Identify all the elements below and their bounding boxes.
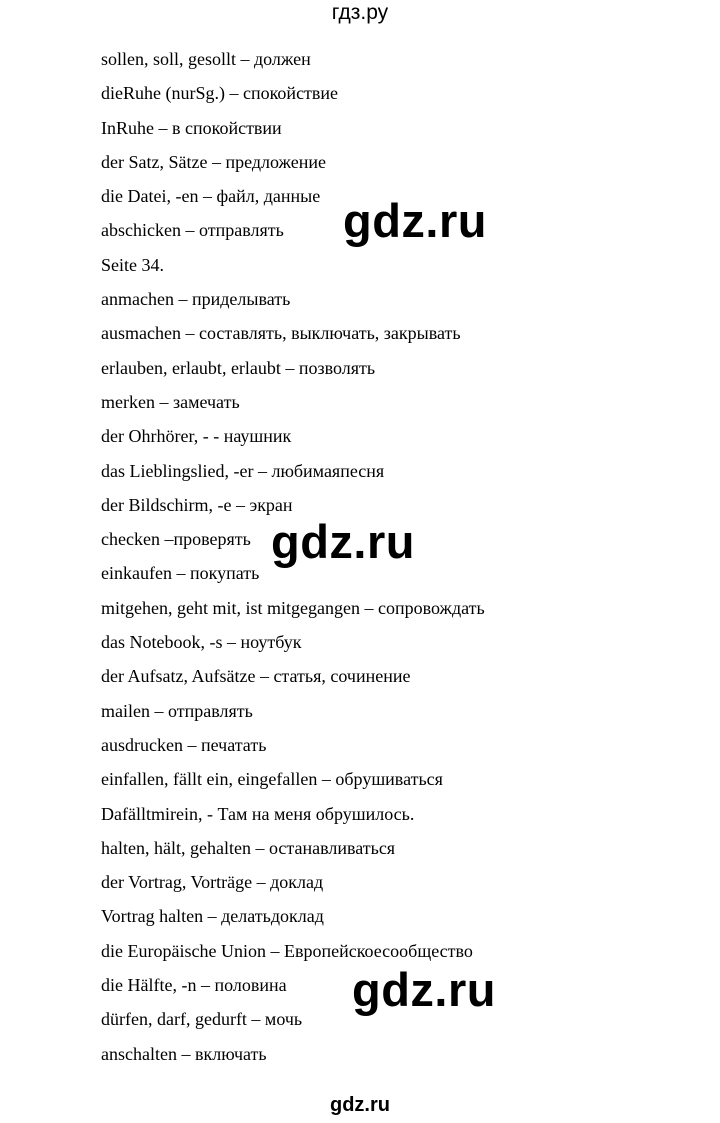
vocab-line: die Datei, -en – файл, данные [101, 186, 321, 207]
watermark-text: gdz.ru [271, 515, 415, 568]
watermark-text: gdz.ru [343, 194, 487, 247]
vocab-line: der Aufsatz, Aufsätze – статья, сочинение [101, 666, 411, 687]
vocab-line: anmachen – приделывать [101, 289, 291, 310]
vocab-line: einkaufen – покупать [101, 563, 260, 584]
vocab-line: dürfen, darf, gedurft – мочь [101, 1009, 303, 1030]
vocab-line: einfallen, fällt ein, eingefallen – обрушиваться [101, 769, 443, 790]
vocab-line: halten, hält, gehalten – останавливаться [101, 837, 396, 858]
vocab-line: die Hälfte, -n – половина [101, 975, 287, 996]
vocab-line: ausdrucken – печатать [101, 734, 267, 755]
vocab-line: der Satz, Sätze – предложение [101, 151, 326, 172]
page-header: гдз.ру [331, 1, 389, 24]
vocab-line: checken –проверять [101, 529, 251, 550]
vocab-line: der Vortrag, Vorträge – доклад [101, 872, 324, 893]
vocab-line: sollen, soll, gesollt – должен [101, 49, 311, 69]
vocab-line: merken – замечать [101, 391, 240, 412]
vocab-line: ausmachen – составлять, выключать, закрывать [101, 323, 461, 344]
vocab-line: mitgehen, geht mit, ist mitgegangen – сопровождать [101, 597, 485, 618]
vocab-line: abschicken – отправлять [101, 220, 284, 241]
vocab-line: der Ohrhörer, - - наушник [101, 426, 292, 447]
page-reference: Seite 34. [101, 254, 164, 275]
vocab-line: das Lieblingslied, -er – любимаяпесня [101, 460, 385, 481]
vocab-line: das Notebook, -s – ноутбук [101, 632, 302, 653]
vocab-line: mailen – отправлять [101, 700, 253, 721]
vocab-line: erlauben, erlaubt, erlaubt – позволять [101, 357, 376, 378]
vocab-line: Dafälltmirein, - Там на меня обрушилось. [101, 803, 415, 824]
vocab-line: Vortrag halten – делатьдоклад [101, 906, 324, 927]
vocab-line: InRuhe – в спокойствии [101, 117, 282, 138]
page-footer: gdz.ru [330, 1094, 390, 1116]
vocab-line: dieRuhe (nurSg.) – спокойствие [101, 83, 339, 104]
vocab-line: anschalten – включать [101, 1043, 267, 1064]
watermark-text: gdz.ru [352, 963, 496, 1016]
vocab-line: die Europäische Union – Европейскоесообщество [101, 940, 473, 961]
vocab-line: der Bildschirm, -e – экран [101, 494, 293, 515]
